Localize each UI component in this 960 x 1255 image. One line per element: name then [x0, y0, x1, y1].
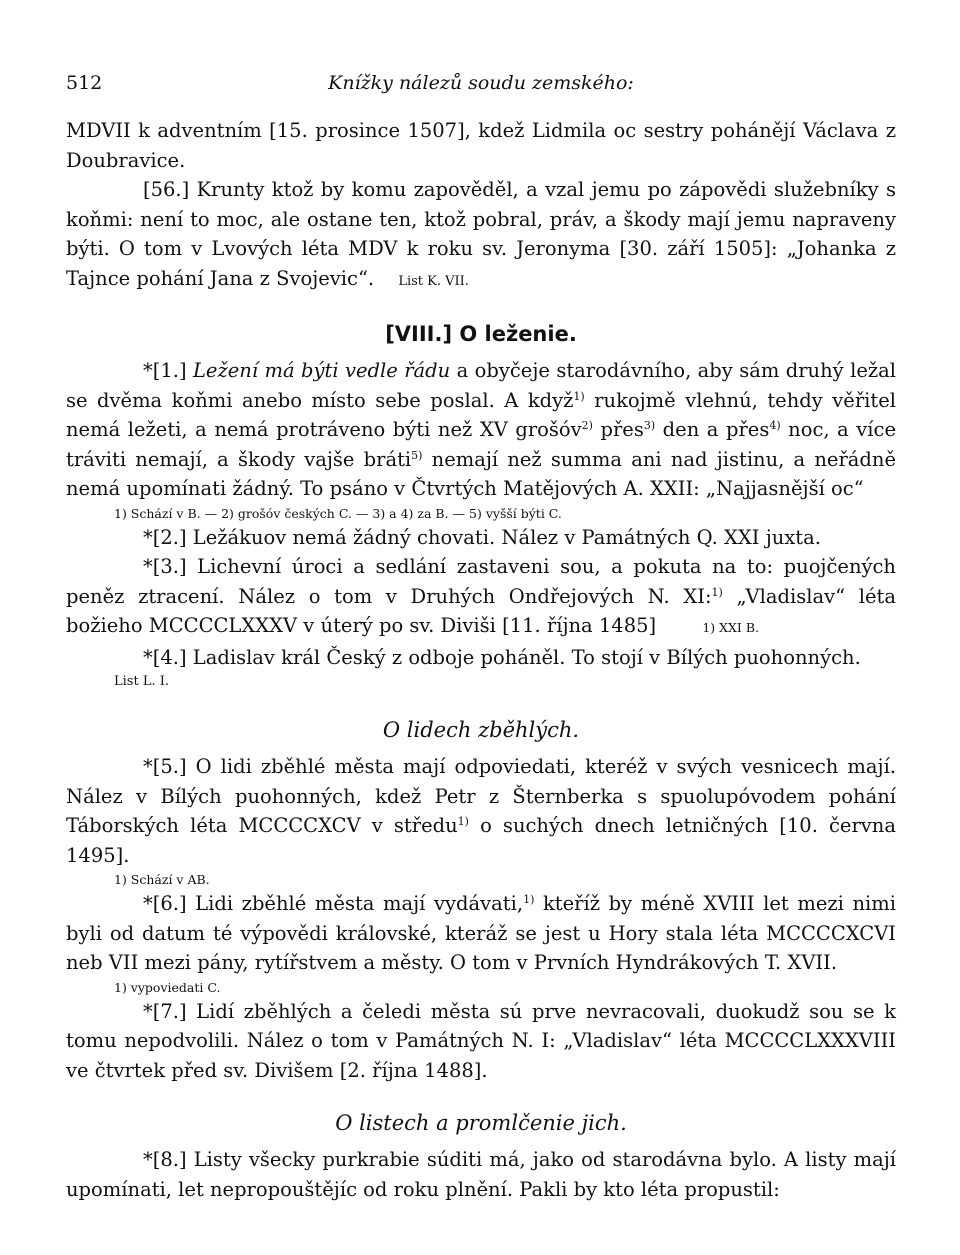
list-reference: List K. VII.: [398, 273, 469, 289]
footnote: 1) vypoviedati C.: [114, 979, 221, 995]
footnote-marker: 3): [643, 419, 656, 432]
text-segment: *[6.] Lidi zběhlé města mají vydávati,: [143, 892, 524, 915]
inline-footnote: 1) XXI B.: [702, 620, 759, 635]
document-page: [66, 62, 896, 1204]
footnote-marker: 1): [523, 893, 535, 906]
running-head: [66, 62, 896, 102]
text-segment: den a přes: [655, 418, 770, 441]
text-segment: nemají než summa ani nad jistinu, a neřádně nemá upomínati žádný. To psáno v Čtvrtých Matějových A. XXII: „Najjasnější oc“: [66, 447, 896, 500]
text-segment: „Vladislav“ léta božieho MCCCCLXXXV v úterý po sv. Diviši [11. října 1485]: [66, 584, 896, 637]
footnote-marker: 1): [573, 389, 585, 403]
paragraph-5: [66, 752, 896, 870]
text-segment: rukojmě vlehnú, tehdy věřitel nemá ležeti, a nemá protráveno býti než XV grošóv: [66, 388, 896, 441]
footnote-marker: 1): [457, 815, 469, 828]
paragraph-viii-3: [66, 552, 896, 643]
paragraph-56-text: [56.] Krunty ktož by komu zapověděl, a vzal jemu po zápovědi služebníky s koňmi: není to moc, ale ostane ten, ktož pobral, práv, a škody mají jemu napraveny býti. O tom v Lvových léta MDV k roku sv. Jeronyma [30. září 1505]: „Johanka z Tajnce pohání Jana z Svojevic“.: [66, 178, 896, 290]
footnote-marker: 1): [711, 585, 723, 599]
paragraph-viii-4: *[4.] Ladislav král Český z odboje poháněl. To stojí v Bílých puohonných.: [143, 645, 861, 669]
footnote-marker: 5): [411, 448, 423, 462]
section-heading-zbehli: O lidech zběhlých.: [382, 718, 580, 742]
running-title: Knížky nálezů soudu zemského:: [328, 72, 634, 94]
section-heading-viii: [VIII.] O leženie.: [385, 322, 577, 346]
text-segment: kteříž by méně XVIII let mezi nimi byli od datum té výpovědi královské, kteráž se jest u Hory stala léta MCCCCXCVI neb VII mezi pány, rytířstvem a městy. O tom v Prvních Hyndrákových T. XVII.: [66, 892, 896, 974]
paragraph-7: *[7.] Lidí zběhlých a čeledi města sú prve nevracovali, duokudž sou se k tomu nepodvolili. Nález o tom v Památných N. I: „Vladislav“ léta MCCCCLXXXVIII ve čtvrtek před sv. Divišem [2. října 1488].: [66, 999, 896, 1082]
paragraph-56: [66, 175, 896, 296]
footnote: 1) Schází v AB.: [114, 872, 210, 887]
footnotes: 1) Schází v B. — 2) grošóv českých C. — 3) a 4) za B. — 5) vyšší býti C.: [114, 505, 562, 521]
text-segment: o suchých dnech letničných [10. června 1495].: [66, 814, 896, 867]
list-reference: List L. I.: [114, 674, 169, 689]
text-segment: *[3.] Lichevní úroci a sedlání zastaveni sou, a pokuta na to: puojčených peněz ztracení. Nález o tom v Druhých Ondřejových N. XI:: [66, 555, 896, 608]
item-number: *[1.]: [143, 359, 193, 382]
paragraph-8: *[8.] Listy všecky purkrabie súditi má, jako od starodávna bylo. A listy mají upomínati, let nepropouštějíc od roku plnění. Pakli by kto léta propustil:: [66, 1148, 896, 1201]
section-heading-listech: O listech a promlčenie jich.: [335, 1111, 627, 1135]
footnote-marker: 2): [581, 419, 593, 432]
intro-paragraph: MDVII k adventním [15. prosince 1507], kdež Lidmila oc sestry pohánějí Václava z Doubravice.: [66, 119, 896, 172]
paragraph-6: [66, 889, 896, 978]
footnote-marker: 4): [769, 419, 781, 432]
text-segment: a obyčeje starodávního, aby sám druhý ležal se dvěma koňmi anebo místo sebe poslal. A když: [66, 359, 896, 412]
text-segment: *[5.] O lidi zběhlé města mají odpoviedati, kteréž v svých vesnicech mají. Nález v Bílých puohonných, kdež Petr z Šternberka s spuolupóvodem pohání Táborských léta MCCCCXCV v středu: [66, 755, 896, 837]
text-segment: noc, a více tráviti nemají, a škody vajše bráti: [66, 418, 897, 471]
paragraph-viii-1: [66, 356, 896, 504]
paragraph-viii-2: *[2.] Ležákuov nemá žádný chovati. Nález v Památných Q. XXI juxta.: [143, 525, 821, 549]
page-number: 512: [66, 72, 103, 94]
emphasis-text: Ležení má býti vedle řádu: [192, 359, 451, 382]
text-segment: přes: [592, 418, 644, 441]
